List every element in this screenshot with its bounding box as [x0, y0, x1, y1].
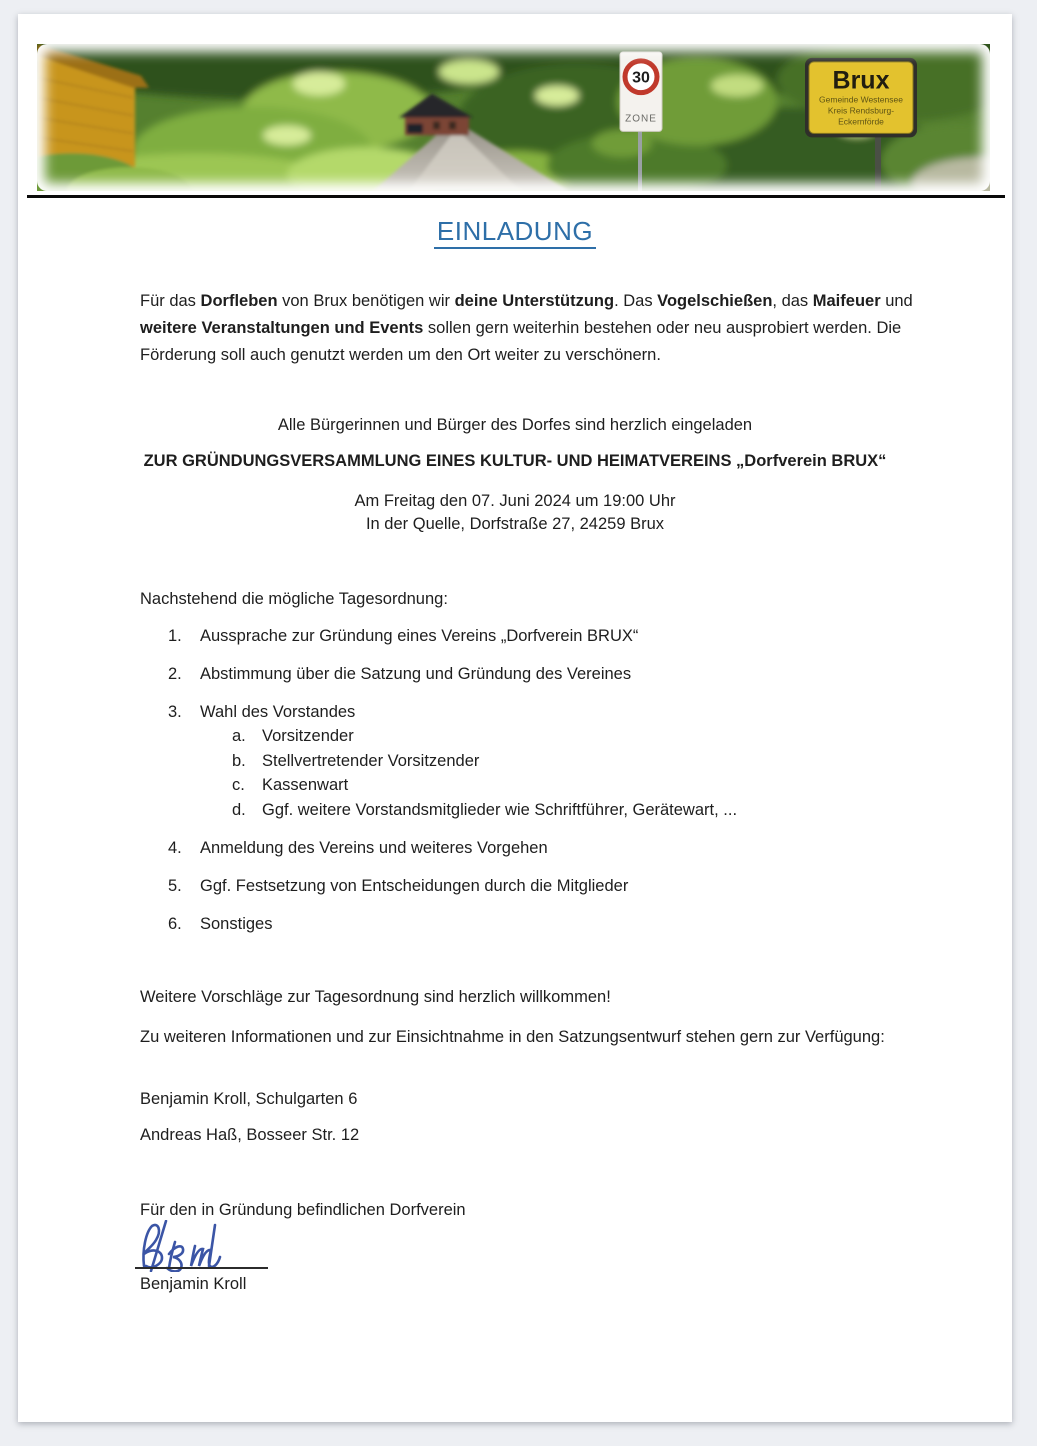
text-segment: . Das: [614, 292, 658, 310]
zone-label: ZONE: [625, 113, 657, 125]
agenda-subitem-text: Kassenwart: [262, 776, 349, 794]
signoff-line: Für den in Gründung befindlichen Dorfverein: [140, 1201, 466, 1219]
text-segment: Für das: [140, 292, 201, 310]
agenda-item-line: [18, 874, 1012, 898]
village-road-photo: [37, 44, 990, 191]
agenda-item-number: 4.: [168, 839, 182, 857]
agenda-item: [18, 662, 1012, 686]
text-segment: , das: [772, 292, 813, 310]
town-sign-name: Brux: [832, 66, 890, 95]
intro-paragraph: [140, 288, 922, 369]
agenda-subitem: [18, 773, 1012, 798]
signature-line: [135, 1267, 268, 1269]
agenda-item-line: [18, 662, 1012, 686]
agenda-subitem-letter: a.: [232, 727, 246, 745]
agenda-item-text: Aussprache zur Gründung eines Vereins „Dorfverein BRUX“: [200, 627, 639, 645]
agenda-item: [18, 624, 1012, 648]
agenda-item-text: Abstimmung über die Satzung und Gründung des Vereines: [200, 665, 632, 683]
agenda-subitem-letter: d.: [232, 800, 246, 819]
agenda-item-text: Sonstiges: [200, 915, 273, 933]
signer-name: Benjamin Kroll: [140, 1275, 247, 1293]
agenda-intro: Nachstehend die mögliche Tagesordnung:: [140, 590, 448, 608]
agenda-item: [18, 874, 1012, 898]
agenda-item-text: Anmeldung des Vereins und weiteres Vorgehen: [200, 839, 548, 857]
document-page: [18, 14, 1012, 1422]
invitation-line-1: Alle Bürgerinnen und Bürger des Dorfes sind herzlich eingeladen: [277, 416, 753, 434]
text-segment: Maifeuer: [812, 292, 881, 310]
text-segment: Vogelschießen: [657, 292, 773, 310]
agenda-item-line: [18, 700, 1012, 724]
zone-speed-number: 30: [632, 69, 650, 87]
document-title: EINLADUNG: [434, 216, 596, 249]
agenda-item-number: 1.: [168, 627, 182, 645]
text-segment: deine Unterstützung: [454, 292, 615, 310]
agenda-subitem-text: Ggf. weitere Vorstandsmitglieder wie Schriftführer, Gerätewart, ...: [262, 800, 738, 819]
agenda-subitem: [18, 798, 1012, 823]
town-sign-line3: Kreis Rendsburg-: [827, 105, 895, 116]
invitation-line-2: ZUR GRÜNDUNGSVERSAMMLUNG EINES KULTUR- UND HEIMATVEREINS „Dorfverein BRUX“: [143, 452, 887, 470]
text-segment: Dorfleben: [200, 292, 278, 310]
header-photo: [37, 44, 990, 191]
town-sign-line4: Eckernförde: [838, 116, 884, 127]
agenda-item-line: [18, 912, 1012, 936]
info-paragraph: Zu weiteren Informationen und zur Einsichtnahme in den Satzungsentwurf stehen gern zur Verfügung:: [140, 1028, 885, 1046]
agenda-subitem-letter: c.: [232, 776, 245, 794]
agenda-item: [18, 836, 1012, 860]
text-segment: sollen gern weiterhin bestehen oder neu ausprobiert werden. Die Förderung soll auch genutzt werden um den Ort weiter zu verschönern.: [140, 319, 902, 364]
agenda-item-number: 5.: [168, 877, 182, 895]
agenda-item-number: 2.: [168, 665, 182, 683]
agenda-item-number: 6.: [168, 915, 182, 933]
town-sign-line2: Gemeinde Westensee: [819, 94, 903, 105]
agenda-subitem-text: Stellvertretender Vorsitzender: [262, 751, 480, 770]
agenda-item: [18, 700, 1012, 822]
agenda-item-number: 3.: [168, 703, 182, 721]
suggestions-line: Weitere Vorschläge zur Tagesordnung sind herzlich willkommen!: [140, 988, 611, 1006]
agenda-item-line: [18, 836, 1012, 860]
text-segment: und: [880, 292, 913, 310]
agenda-item-text: Ggf. Festsetzung von Entscheidungen durch die Mitglieder: [200, 877, 629, 895]
contact-line-1: Benjamin Kroll, Schulgarten 6: [140, 1090, 358, 1108]
handwritten-signature: [134, 1220, 274, 1272]
title-row: [18, 214, 1012, 253]
agenda-list: [18, 624, 1012, 950]
contact-line-2: Andreas Haß, Bosseer Str. 12: [140, 1126, 360, 1144]
agenda-subitem-text: Vorsitzender: [262, 727, 354, 745]
invitation-date-line: Am Freitag den 07. Juni 2024 um 19:00 Uhr: [354, 492, 676, 510]
agenda-subitem: [18, 724, 1012, 749]
header-divider: [27, 195, 1005, 198]
invitation-location-line: In der Quelle, Dorfstraße 27, 24259 Brux: [365, 515, 665, 533]
agenda-item: [18, 912, 1012, 936]
agenda-subitem: [18, 749, 1012, 774]
text-segment: von Brux benötigen wir: [277, 292, 455, 310]
agenda-item-line: [18, 624, 1012, 648]
agenda-subitem-letter: b.: [232, 751, 246, 770]
agenda-item-text: Wahl des Vorstandes: [200, 703, 356, 721]
text-segment: weitere Veranstaltungen und Events: [140, 319, 424, 337]
